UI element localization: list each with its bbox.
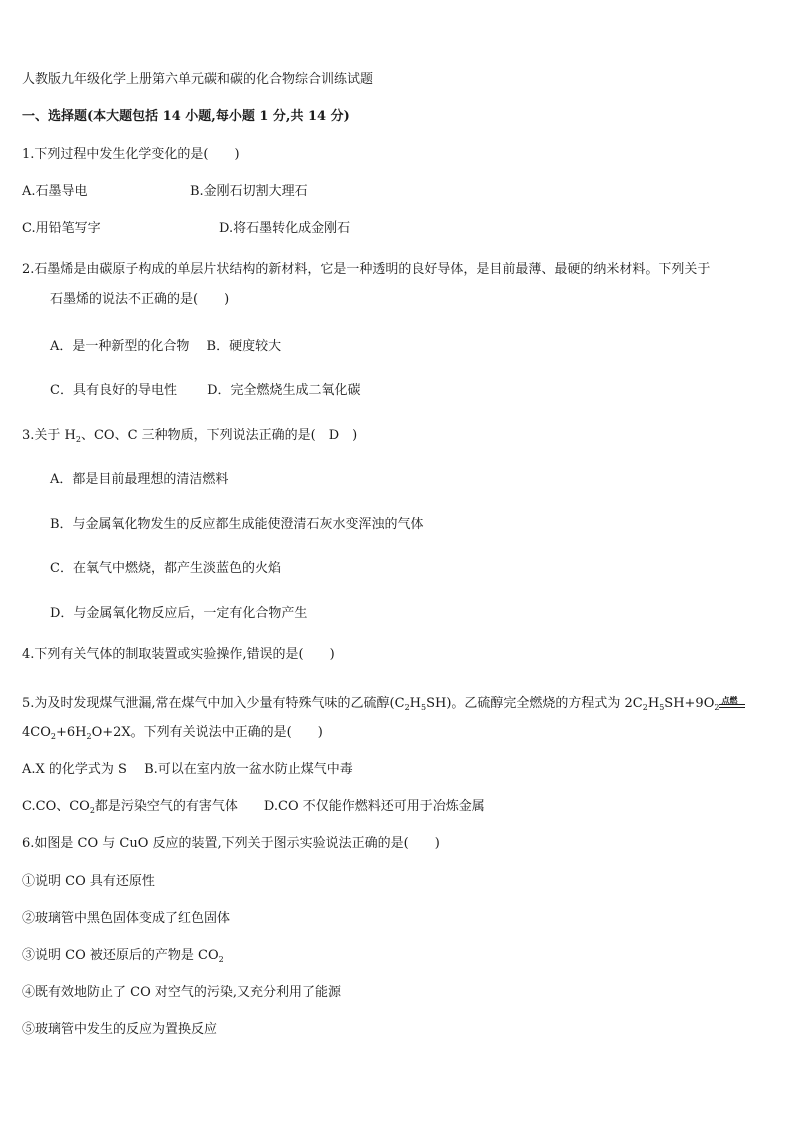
question-6-item-4: ④既有效地防止了 CO 对空气的污染,又充分利用了能源	[22, 985, 342, 1000]
question-1-option-c: C.用铅笔写字	[22, 221, 101, 236]
question-6-item-1: ①说明 CO 具有还原性	[22, 874, 155, 889]
subscript: 2	[404, 703, 410, 712]
question-2-stem-continued: 石墨烯的说法不正确的是( )	[50, 292, 230, 307]
question-3-stem-pre: 3.关于 H	[22, 428, 76, 443]
subscript: 2	[75, 435, 81, 444]
question-6-item-5: ⑤玻璃管中发生的反应为置换反应	[22, 1022, 218, 1037]
reaction-condition: 点燃	[721, 695, 738, 705]
question-2-stem: 2.石墨烯是由碳原子构成的单层片状结构的新材料，它是一种透明的良好导体，是目前最薄、最硬的纳米材料。下列关于	[22, 262, 711, 277]
subscript: 5	[421, 703, 427, 712]
text-fragment: H	[647, 696, 660, 711]
text-fragment: +6H	[55, 725, 87, 740]
question-3-option-d: D．与金属氧化物反应后，一定有化合物产生	[50, 606, 308, 621]
question-2-options-cd: C．具有良好的导电性 D．完全燃烧生成二氧化碳	[50, 383, 361, 398]
question-3-option-a: A．都是目前最理想的清洁燃料	[50, 472, 229, 487]
question-3-option-b: B．与金属氧化物发生的反应都生成能使澄清石灰水变浑浊的气体	[50, 517, 424, 532]
question-3-option-c: C．在氧气中燃烧，都产生淡蓝色的火焰	[50, 561, 281, 576]
question-5-line-1	[22, 696, 745, 713]
question-6-stem: 6.如图是 CO 与 CuO 反应的装置,下列关于图示实验说法正确的是( )	[22, 836, 440, 851]
text-fragment: SH+9O	[664, 696, 715, 711]
question-1-option-a: A.石墨导电	[22, 184, 88, 199]
text-fragment: SH)。乙硫醇完全燃烧的方程式为 2C	[426, 696, 643, 711]
text-fragment: 5.为及时发现煤气泄漏,常在煤气中加入少量有特殊气味的乙硫醇(C	[22, 696, 405, 711]
subscript: 2	[714, 703, 720, 712]
question-1-option-b: B.金刚石切割大理石	[190, 184, 308, 199]
question-6-item-3	[22, 948, 224, 965]
subscript: 2	[86, 732, 92, 741]
question-3-stem	[22, 428, 357, 445]
question-2-options-ab: A．是一种新型的化合物 B．硬度较大	[50, 339, 282, 354]
question-5-options-cd	[22, 799, 485, 816]
text-fragment: 4CO	[22, 725, 51, 740]
text-fragment: H	[409, 696, 421, 711]
text-fragment: 都是污染空气的有害气体 D.CO 不仅能作燃料还可用于冶炼金属	[94, 799, 485, 814]
document-title: 人教版九年级化学上册第六单元碳和碳的化合物综合训练试题	[22, 72, 374, 87]
reaction-condition-mark	[719, 696, 745, 712]
question-5-options-ab: A.X 的化学式为 S B.可以在室内放一盆水防止煤气中毒	[22, 762, 353, 777]
question-4-stem: 4.下列有关气体的制取装置或实验操作,错误的是( )	[22, 647, 335, 662]
subscript: 2	[50, 732, 56, 741]
subscript: 5	[659, 703, 665, 712]
question-1-option-d: D.将石墨转化成金刚石	[219, 221, 351, 236]
subscript: 2	[89, 806, 95, 815]
text-fragment: O+2X。下列有关说法中正确的是( )	[91, 725, 323, 740]
question-5-line-2	[22, 725, 323, 742]
question-3-stem-post: 、CO、C 三种物质，下列说法正确的是( D )	[80, 428, 358, 443]
text-fragment: C.CO、CO	[22, 799, 90, 814]
subscript: 2	[642, 703, 648, 712]
question-1-stem: 1.下列过程中发生化学变化的是( )	[22, 147, 240, 162]
question-6-item-2: ②玻璃管中黑色固体变成了红色固体	[22, 911, 231, 926]
text-fragment: ③说明 CO 被还原后的产物是 CO	[22, 948, 219, 963]
section-heading: 一、选择题(本大题包括 14 小题,每小题 1 分,共 14 分)	[22, 109, 350, 124]
subscript: 2	[218, 955, 224, 964]
